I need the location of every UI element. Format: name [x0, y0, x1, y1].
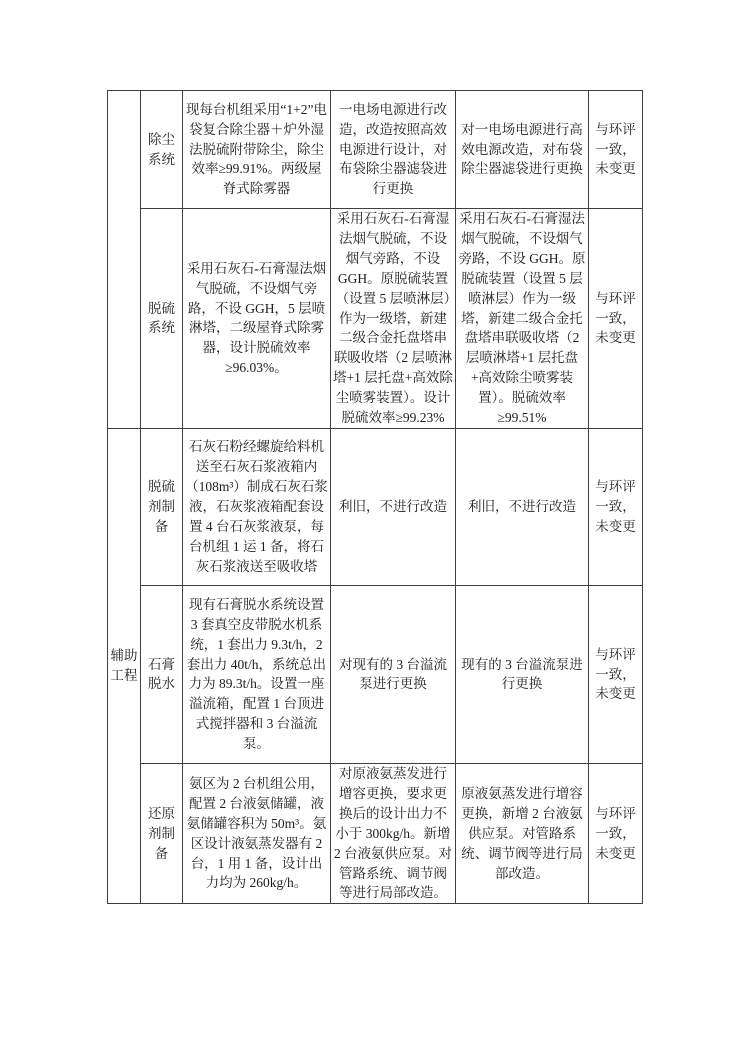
change-plan-cell: 采用石灰石-石膏湿法烟气脱硫，不设烟气旁路，不设 GGH。原脱硫装置（设置 5 层喷淋层）作为一级塔，新建二级合金托盘塔串联吸收塔（2 层喷淋塔+1 层托盘+高效除尘喷雾装置）。设计脱硫效率≥99.23% — [331, 209, 456, 429]
system-label-gypsum-dewatering: 石膏脱水 — [141, 585, 183, 763]
change-plan-cell: 利旧，不进行改造 — [331, 428, 456, 585]
epia-design-cell: 氨区为 2 台机组公用，配置 2 台液氨储罐，液氨储罐容积为 50m³。氨区设计液氨蒸发器有 2 台，1 用 1 备，设计出力均为 260kg/h。 — [183, 763, 331, 903]
epia-design-cell: 石灰石粉经螺旋给料机送至石灰石浆液箱内（108m³）制成石灰石浆液，石灰浆液箱配套设置 4 台石灰浆液泵，每台机组 1 运 1 备，将石灰石浆液送至吸收塔 — [183, 428, 331, 585]
system-label-dust-removal: 除尘系统 — [141, 91, 183, 209]
conformity-cell: 与环评一致，未变更 — [589, 585, 643, 763]
actual-construction-cell: 利旧，不进行改造 — [456, 428, 589, 585]
table-row — [108, 585, 643, 763]
table-row — [108, 428, 643, 585]
epia-design-cell: 采用石灰石-石膏湿法烟气脱硫，不设烟气旁路，不设 GGH，5 层喷淋塔，二级屋脊式除雾器，设计脱硫效率≥96.03%。 — [183, 209, 331, 429]
epia-design-cell: 现有石膏脱水系统设置 3 套真空皮带脱水机系统，1 套出力 9.3t/h，2 套出力 40t/h，系统总出力为 89.3t/h。设置一座溢流箱，配置 1 台顶进式搅拌器和 3 台溢流泵。 — [183, 585, 331, 763]
conformity-cell: 与环评一致，未变更 — [589, 763, 643, 903]
actual-construction-cell: 原液氨蒸发进行增容更换，新增 2 台液氨供应泵。对管路系统、调节阀等进行局部改造。 — [456, 763, 589, 903]
table-row — [108, 91, 643, 209]
system-label-reductant-prep: 还原剂制备 — [141, 763, 183, 903]
category-cell-continued — [108, 91, 141, 429]
conformity-cell: 与环评一致，未变更 — [589, 91, 643, 209]
actual-construction-cell: 对一电场电源进行高效电源改造，对布袋除尘器滤袋进行更换 — [456, 91, 589, 209]
system-label-desulfurizer-prep: 脱硫剂制备 — [141, 428, 183, 585]
change-plan-cell: 一电场电源进行改造，改造按照高效电源进行设计，对布袋除尘器滤袋进行更换 — [331, 91, 456, 209]
change-plan-cell: 对原液氨蒸发进行增容更换，要求更换后的设计出力不小于 300kg/h。新增 2 台液氨供应泵。对管路系统、调节阀等进行局部改造。 — [331, 763, 456, 903]
system-label-desulfurization: 脱硫系统 — [141, 209, 183, 429]
retrofit-comparison-table — [107, 90, 643, 904]
category-cell-auxiliary-works: 辅助工程 — [108, 428, 141, 903]
change-plan-cell: 对现有的 3 台溢流泵进行更换 — [331, 585, 456, 763]
table-row — [108, 763, 643, 903]
conformity-cell: 与环评一致，未变更 — [589, 209, 643, 429]
actual-construction-cell: 采用石灰石-石膏湿法烟气脱硫，不设烟气旁路，不设 GGH。原脱硫装置（设置 5 层喷淋层）作为一级塔，新建二级合金托盘塔串联吸收塔（2 层喷淋塔+1 层托盘+高效除尘喷雾装置）。脱硫效率≥99.51% — [456, 209, 589, 429]
conformity-cell: 与环评一致，未变更 — [589, 428, 643, 585]
table-row — [108, 209, 643, 429]
actual-construction-cell: 现有的 3 台溢流泵进行更换 — [456, 585, 589, 763]
epia-design-cell: 现每台机组采用“1+2”电袋复合除尘器＋炉外湿法脱硫附带除尘，除尘效率≥99.91%。两级屋脊式除雾器 — [183, 91, 331, 209]
